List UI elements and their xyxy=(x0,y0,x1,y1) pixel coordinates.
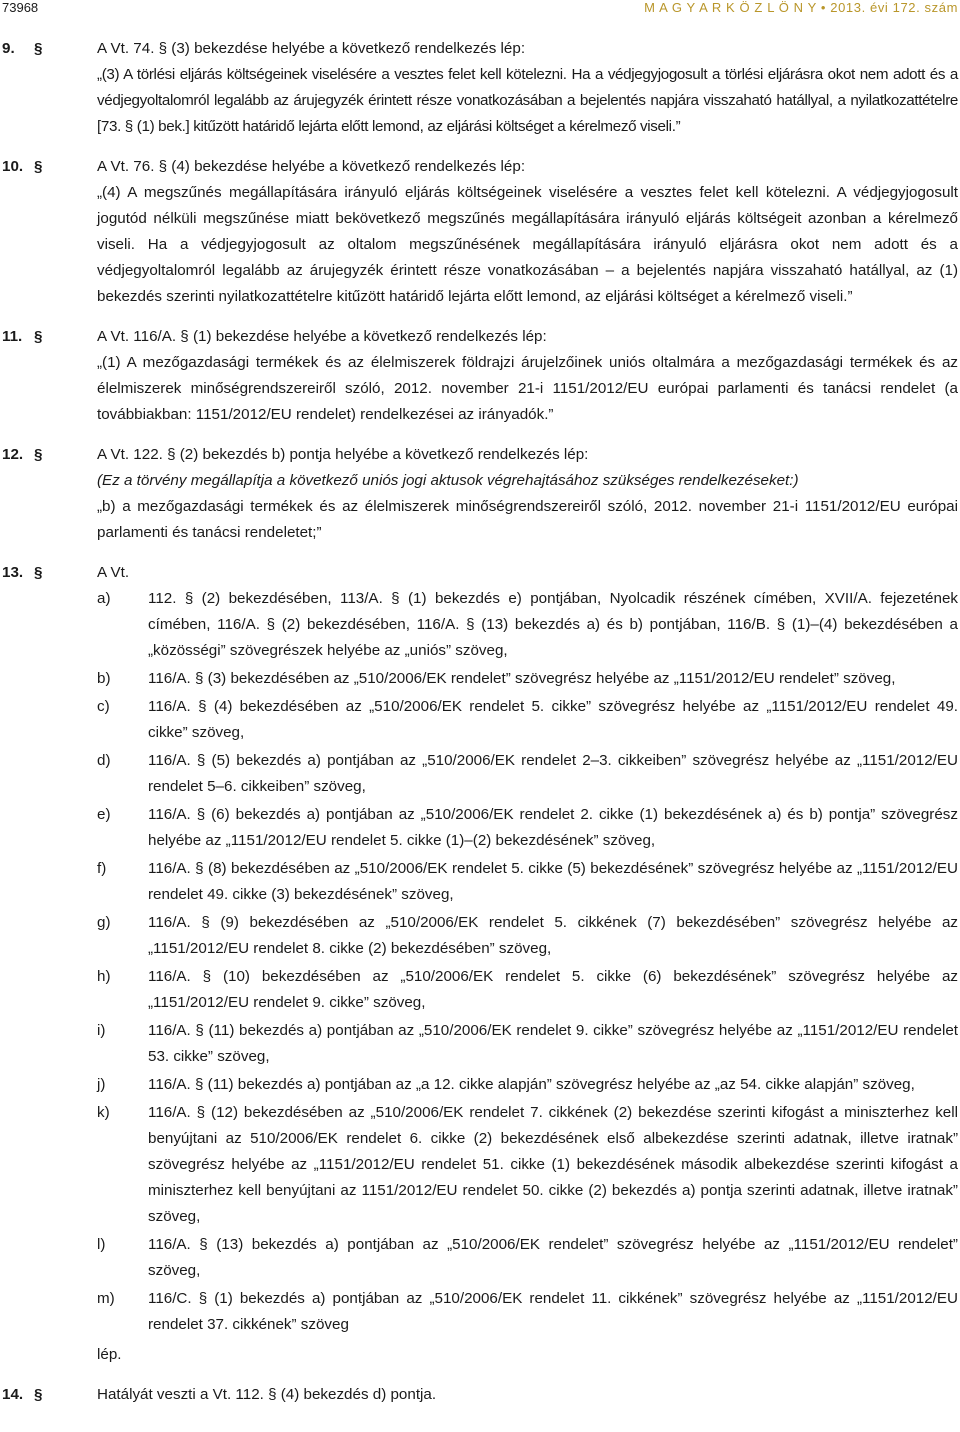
section-number: 13. xyxy=(2,564,24,581)
section-lead: Hatályát veszti a Vt. 112. § (4) bekezdés d) pontja. xyxy=(97,1386,437,1403)
section-heading xyxy=(0,560,960,586)
list-item-label: i) xyxy=(97,1022,106,1039)
section-lead: A Vt. 116/A. § (1) bekezdése helyébe a következő rendelkezés lép: xyxy=(97,328,547,345)
list-item xyxy=(97,666,958,692)
section-12 xyxy=(0,442,960,546)
list-item-label: l) xyxy=(97,1236,106,1253)
amendment-text: „(1) A mezőgazdasági termékek és az élelmiszerek földrajzi árujelzőinek uniós oltalmára a mezőgazdasági termékek és az élelmiszerek minőségrendszereiről szóló, 2012. november 21-i 1151/2012/EU európai parlamenti és tanácsi rendelet (a továbbiakban: 1151/2012/EU rendelet) rendelkezései az irányadók.” xyxy=(97,354,958,423)
section-number: 10. xyxy=(2,158,24,175)
section-body xyxy=(97,62,958,140)
section-lead: A Vt. 74. § (3) bekezdése helyébe a következő rendelkezés lép: xyxy=(97,40,526,57)
list-item-text: 112. § (2) bekezdésében, 113/A. § (1) bekezdés e) pontjában, Nyolcadik részének címében, XVII/A. fejezetének címében, 116/A. § (2) bekezdésében, 116/A. § (13) bekezdés a) és b) pontjában, 116/B. § (1)–(4) bekezdésében a „közösségi” szövegrészek helyébe az „uniós” szöveg, xyxy=(148,590,958,659)
section-number: 14. xyxy=(2,1386,24,1403)
section-number: 11. xyxy=(2,328,23,345)
list-item-label: e) xyxy=(97,806,111,823)
list-item-text: 116/A. § (4) bekezdésében az „510/2006/EK rendelet 5. cikke” szövegrész helyébe az „1151/2012/EU rendelet 49. cikke” szöveg, xyxy=(148,698,958,741)
list-item-text: 116/A. § (13) bekezdés a) pontjában az „510/2006/EK rendelet” szövegrész helyébe az „1151/2012/EU rendelet” szöveg, xyxy=(148,1236,958,1279)
section-heading xyxy=(0,36,960,62)
section-body xyxy=(97,468,958,546)
section-heading xyxy=(0,324,960,350)
section-sign: § xyxy=(34,328,43,345)
section-lead: A Vt. 76. § (4) bekezdése helyébe a következő rendelkezés lép: xyxy=(97,158,526,175)
list-item-label: g) xyxy=(97,914,111,931)
list-item-label: k) xyxy=(97,1104,110,1121)
list-item-label: b) xyxy=(97,670,111,687)
section-heading xyxy=(0,442,960,468)
list-item-text: 116/C. § (1) bekezdés a) pontjában az „510/2006/EK rendelet 11. cikkének” szövegrész helyébe az „1151/2012/EU rendelet 37. cikkének” szöveg xyxy=(148,1290,958,1333)
list-item xyxy=(97,1072,958,1098)
list-item-text: 116/A. § (8) bekezdésében az „510/2006/EK rendelet 5. cikke (5) bekezdésének” szövegrész helyébe az „1151/2012/EU rendelet 49. cikke (3) bekezdésének” szöveg, xyxy=(148,860,958,903)
list-item xyxy=(97,1232,958,1284)
section-13 xyxy=(0,560,960,1368)
list-item-label: m) xyxy=(97,1290,115,1307)
section-14 xyxy=(0,1382,960,1408)
running-title: M A G Y A R K Ö Z L Ö N Y • 2013. évi 172. szám xyxy=(644,0,958,15)
section-sign: § xyxy=(34,564,43,581)
page-number: 73968 xyxy=(2,0,39,15)
amendment-text: „b) a mezőgazdasági termékek és az élelmiszerek minőségrendszereiről szóló, 2012. november 21-i 1151/2012/EU európai parlamenti és tanácsi rendeletet;” xyxy=(97,498,958,541)
list-item xyxy=(97,1100,958,1230)
amendment-text: „(4) A megszűnés megállapítására irányuló eljárás költségeinek viselésére a vesztes felet kell kötelezni. A védjegyjogosult jogutód nélküli megszűnése miatt bekövetkező megszűnés megállapítására irányuló eljárás költségeit azonban a kérelmező viseli. Ha a védjegyjogosult az oltalom megszűnésének megállapítására irányuló eljárásra okot nem adott és a védjegyoltalomról legalább az árujegyzék érintett része vonatkozásában – a bejelentés napjára visszaható hatállyal, az (1) bekezdés szerinti nyilatkozattételre kitűzött határidő lejárta előtt lemond, az eljárási költséget a kérelmező viseli.” xyxy=(97,184,958,305)
list-item xyxy=(97,1286,958,1338)
list-item xyxy=(97,1018,958,1070)
list-item xyxy=(97,802,958,854)
list-item xyxy=(97,694,958,746)
list-item-text: 116/A. § (11) bekezdés a) pontjában az „a 12. cikke alapján” szövegrész helyébe az „az 54. cikke alapján” szöveg, xyxy=(148,1076,915,1093)
list-item-text: 116/A. § (5) bekezdés a) pontjában az „510/2006/EK rendelet 2–3. cikkeiben” szövegrész helyébe az „1151/2012/EU rendelet 5–6. cikkeiben” szöveg, xyxy=(148,752,958,795)
section-lead: A Vt. xyxy=(97,564,130,581)
list-item-text: 116/A. § (9) bekezdésében az „510/2006/EK rendelet 5. cikkének (7) bekezdésében” szövegrész helyébe az „1151/2012/EU rendelet 8. cikke (2) bekezdésében” szöveg, xyxy=(148,914,958,957)
list-item-label: a) xyxy=(97,590,111,607)
list-item-text: 116/A. § (11) bekezdés a) pontjában az „510/2006/EK rendelet 9. cikke” szövegrész helyébe az „1151/2012/EU rendelet 53. cikke” szöveg, xyxy=(148,1022,958,1065)
amendment-text: „(3) A törlési eljárás költségeinek viselésére a vesztes felet kell kötelezni. Ha a védjegyjogosult a törlési eljárásra okot nem adott és a védjegyoltalomról legalább az árujegyzék érintett része vonatkozásában a bejelentés napjára visszaható hatállyal, a nyilatkozattételre [73. § (1) bek.] kitűzött határidő lejárta előtt lemond, az eljárási költséget a kérelmező viseli.” xyxy=(97,66,958,135)
list-item-text: 116/A. § (12) bekezdésében az „510/2006/EK rendelet 7. cikkének (2) bekezdése szerinti kifogást a miniszterhez kell benyújtani az 510/2006/EK rendelet 6. cikke (2) bekezdésének első albekezdése szerinti adatnak, illetve iratnak” szövegrész helyébe az „1151/2012/EU rendelet 51. cikke (1) bekezdésének második albekezdése szerinti kifogást a miniszterhez kell benyújtani az 1151/2012/EU rendelet 50. cikke (2) bekezdés a) pontja szerinti adatnak, illetve iratnak” szöveg, xyxy=(148,1104,958,1225)
section-9 xyxy=(0,36,960,140)
section-heading xyxy=(0,154,960,180)
list-item xyxy=(97,910,958,962)
section-number: 12. xyxy=(2,446,24,463)
list-item-text: 116/A. § (10) bekezdésében az „510/2006/EK rendelet 5. cikke (6) bekezdésének” szövegrész helyébe az „1151/2012/EU rendelet 9. cikke” szöveg, xyxy=(148,968,958,1011)
list-item-label: d) xyxy=(97,752,111,769)
section-heading xyxy=(0,1382,960,1408)
list-item-label: f) xyxy=(97,860,107,877)
section-number: 9. xyxy=(2,40,15,57)
section-10 xyxy=(0,154,960,310)
list-item xyxy=(97,856,958,908)
section-sign: § xyxy=(34,40,43,57)
section-sign: § xyxy=(34,446,43,463)
section-body xyxy=(97,180,958,310)
list-item-label: j) xyxy=(97,1076,106,1093)
page-header xyxy=(0,0,960,20)
section-lead: A Vt. 122. § (2) bekezdés b) pontja helyébe a következő rendelkezés lép: xyxy=(97,446,589,463)
section-sign: § xyxy=(34,158,43,175)
list-item-text: 116/A. § (6) bekezdés a) pontjában az „510/2006/EK rendelet 2. cikke (1) bekezdésének a) és b) pontja” szövegrész helyébe az „1151/2012/EU rendelet 5. cikke (1)–(2) bekezdésének” szöveg, xyxy=(148,806,958,849)
context-intro: (Ez a törvény megállapítja a következő uniós jogi aktusok végrehajtásához szükséges rendelkezéseket:) xyxy=(97,472,799,489)
section-11 xyxy=(0,324,960,428)
section-body xyxy=(97,350,958,428)
amendment-list xyxy=(0,586,960,1338)
section-sign: § xyxy=(34,1386,43,1403)
list-item-label: c) xyxy=(97,698,110,715)
list-item xyxy=(97,748,958,800)
list-item-label: h) xyxy=(97,968,111,985)
list-tail: lép. xyxy=(97,1346,122,1363)
list-item xyxy=(97,586,958,664)
list-item xyxy=(97,964,958,1016)
list-item-text: 116/A. § (3) bekezdésében az „510/2006/EK rendelet” szövegrész helyébe az „1151/2012/EU rendelet” szöveg, xyxy=(148,670,896,687)
document-body xyxy=(0,36,960,1422)
